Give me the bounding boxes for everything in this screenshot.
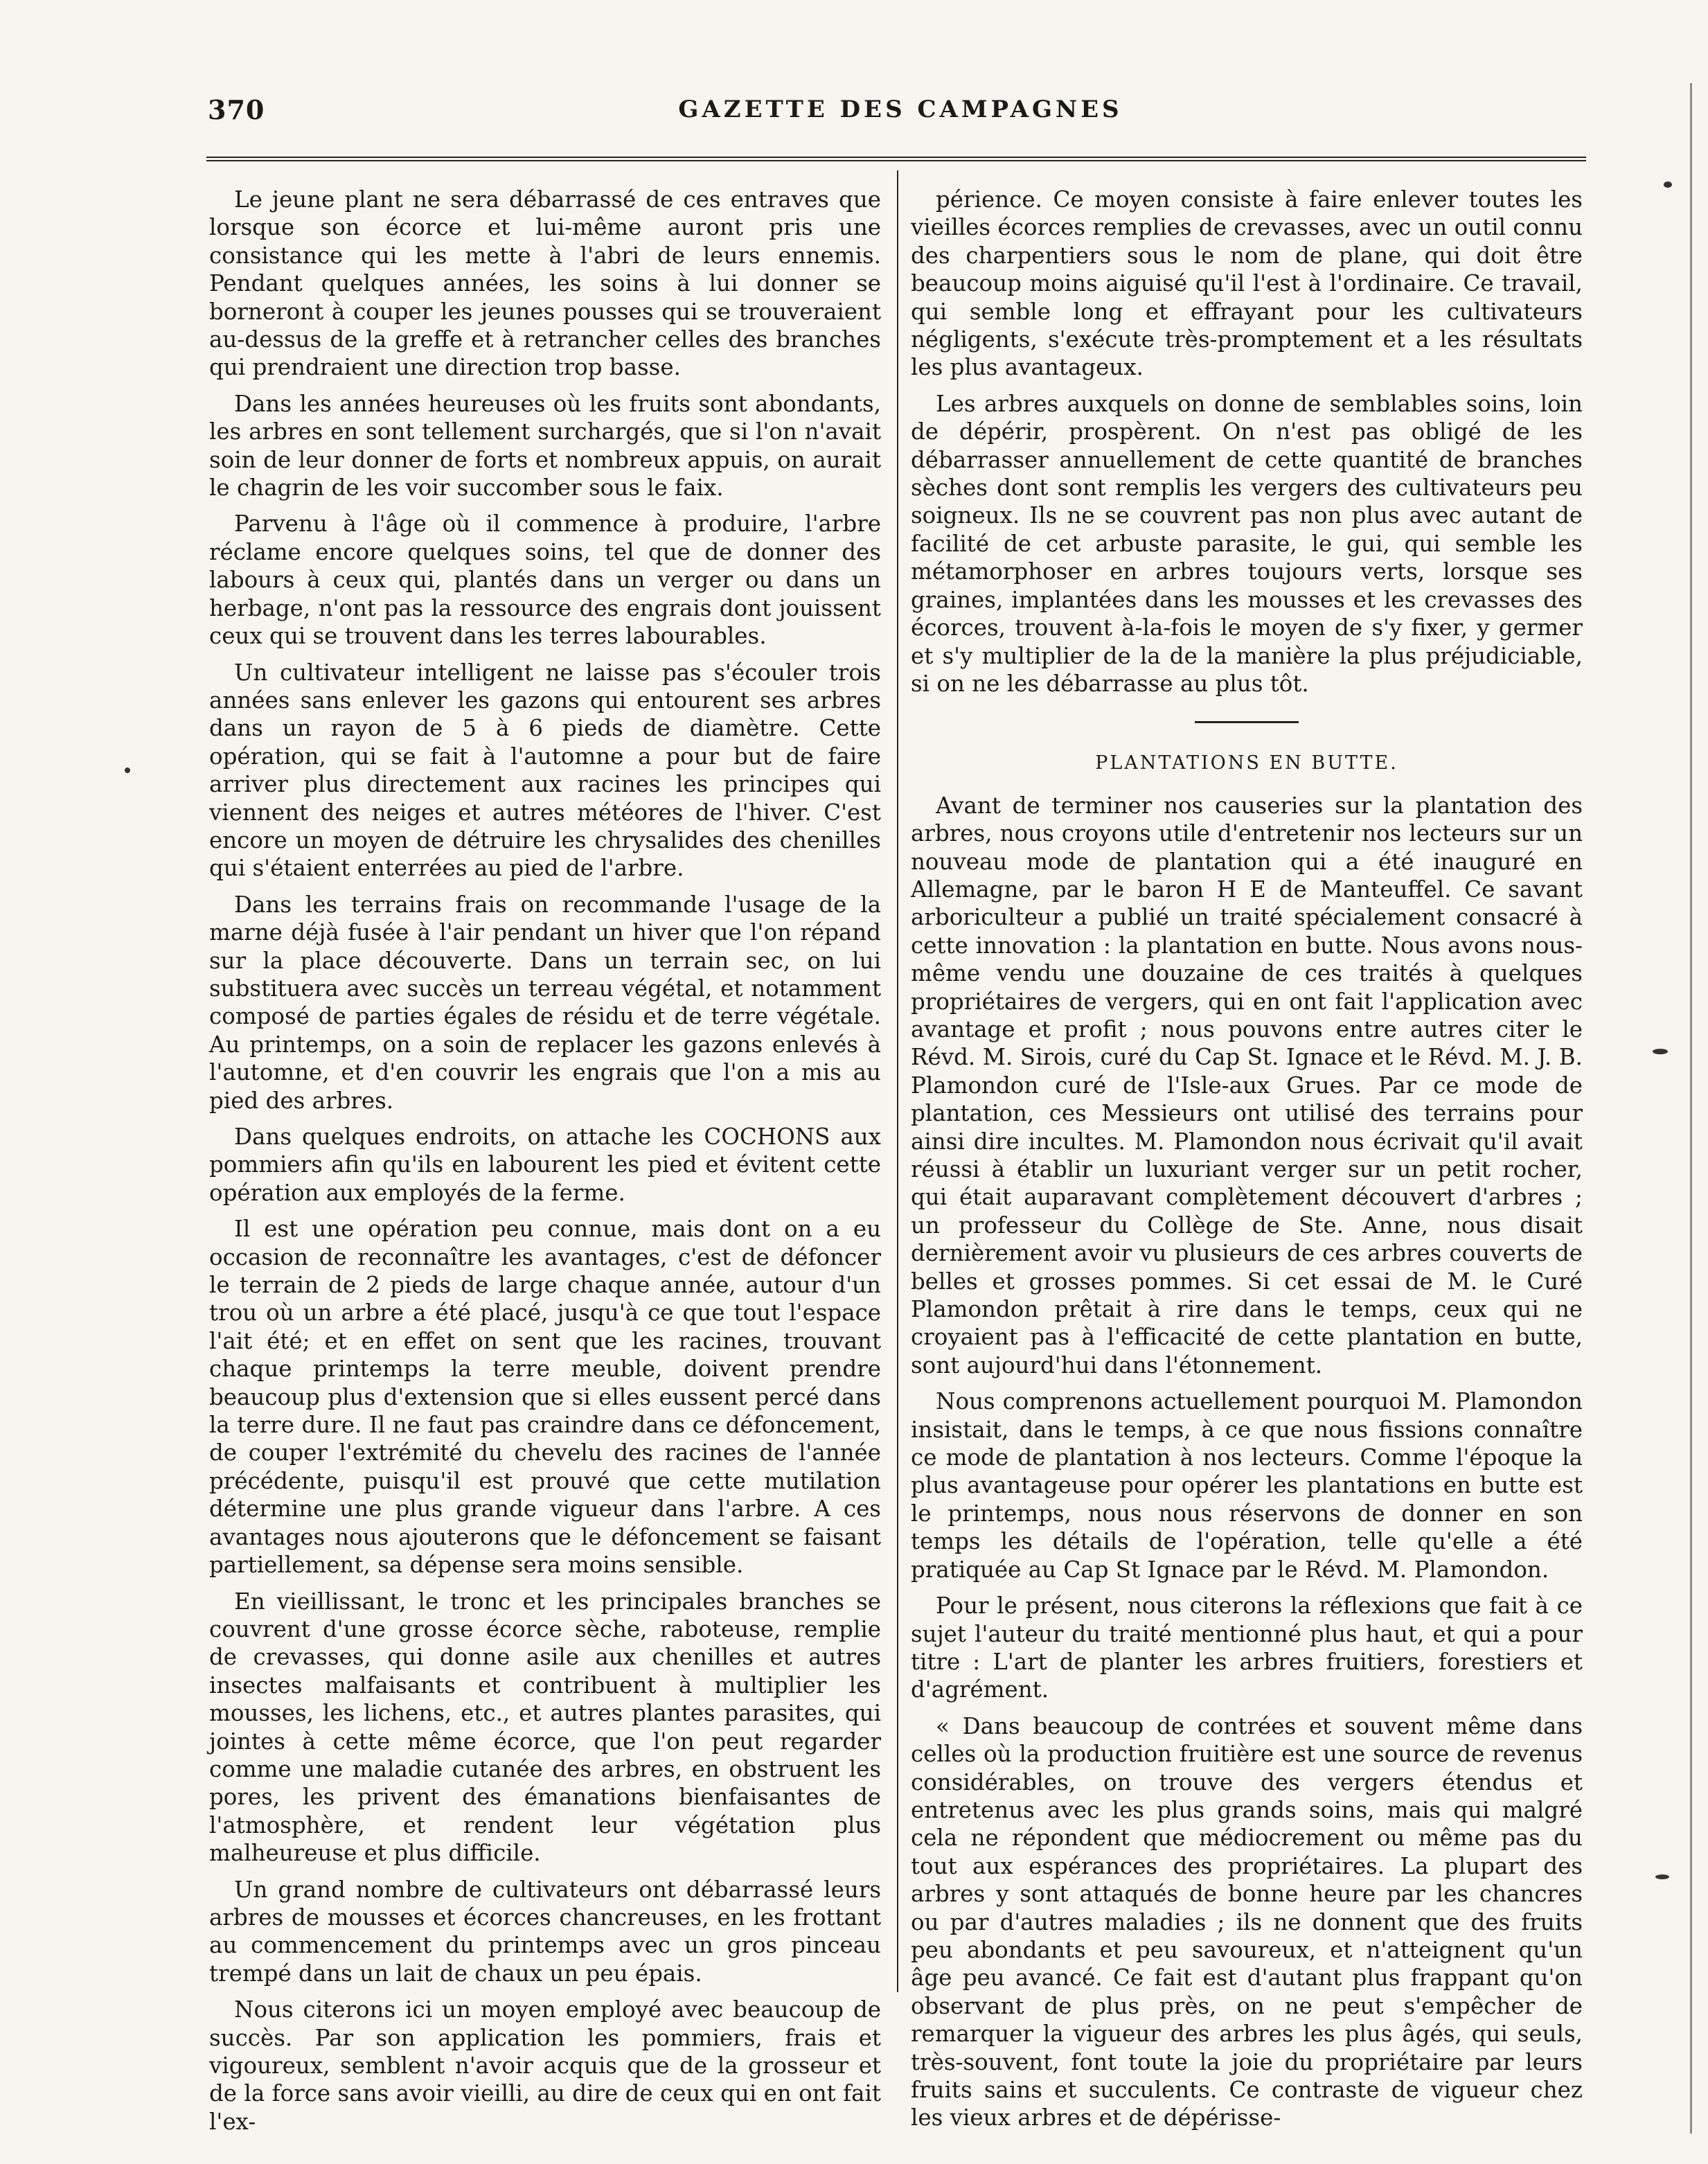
- paragraph: Un cultivateur intelligent ne laisse pas s'écouler trois années sans enlever les gazons qui entourent ses arbres dans un rayon de 5 à 6 pieds de diamètre. Cette opération, qui se fait à l'automne a pour but de faire arriver plus directement aux racines les principes qui viennent des neiges et autres météores de l'hiver. C'est encore un moyen de détruire les chrysalides des chenilles qui s'étaient enterrées au pied de l'arbre.: [209, 659, 881, 882]
- paragraph: périence. Ce moyen consiste à faire enlever toutes les vieilles écorces remplies de crevasses, avec un outil connu des charpentiers sous le nom de plane, qui doit être beaucoup moins aiguisé qu'il l'est à l'ordinaire. Ce travail, qui semble long et effrayant pour les cultivateurs négligents, s'exécute très-promptement et a les résultats les plus avantageux.: [911, 186, 1583, 381]
- paragraph: Dans quelques endroits, on attache les COCHONS aux pommiers afin qu'ils en labourent les pied et évitent cette opération aux employés de la ferme.: [209, 1124, 881, 1206]
- scan-edge-line: [1690, 83, 1692, 2134]
- scan-speck: [125, 768, 130, 773]
- running-head: GAZETTE DES CAMPAGNES: [678, 96, 1123, 123]
- paragraph: Nous citerons ici un moyen employé avec beaucoup de succès. Par son application les pommiers, frais et vigoureux, semblent n'avoir acquis que de la grosseur et de la force sans avoir vieilli, au dire de ceux qui en ont fait l'ex-: [209, 1996, 881, 2135]
- paragraph: Un grand nombre de cultivateurs ont débarrassé leurs arbres de mousses et écorces chancreuses, en les frottant au commencement du printemps avec un gros pinceau trempé dans un lait de chaux un peu épais.: [209, 1876, 881, 1987]
- paragraph: Dans les années heureuses où les fruits sont abondants, les arbres en sont tellement surchargés, que si l'on n'avait soin de leur donner de forts et nombreux appuis, on aurait le chagrin de les voir succomber sous le faix.: [209, 390, 881, 502]
- paragraph: Les arbres auxquels on donne de semblables soins, loin de dépérir, prospèrent. On n'est pas obligé de les débarrasser annuellement de cette quantité de branches sèches dont sont remplis les vergers des cultivateurs peu soigneux. Ils ne se couvrent pas non plus avec autant de facilité de cet arbuste parasite, le gui, qui semble les métamorphoser en arbres toujours verts, lorsque ses graines, implantées dans les mousses et les crevasses des écorces, trouvent à-la-fois le moyen de s'y fixer, y germer et s'y multiplier de la de la manière la plus préjudiciable, si on ne les débarrasse au plus tôt.: [911, 390, 1583, 697]
- paragraph: Parvenu à l'âge où il commence à produire, l'arbre réclame encore quelques soins, tel que de donner des labours à ceux qui, plantés dans un verger ou dans un herbage, n'ont pas la ressource des engrais dont jouissent ceux qui se trouvent dans les terres labourables.: [209, 511, 881, 650]
- section-separator: [1195, 721, 1299, 723]
- scan-speck: [1664, 181, 1672, 188]
- left-column: [209, 186, 881, 2135]
- quote-paragraph: « Dans beaucoup de contrées et souvent même dans celles où la production fruitière est une source de revenus considérables, on trouve des vergers étendus et entretenus avec les plus grands soins, mais qui malgré cela ne répondent que médiocrement ou même pas du tout aux espérances des propriétaires. La plupart des arbres y sont attaqués de bonne heure par les chancres ou par d'autres maladies ; ils ne donnent que des fruits peu abondants et peu savoureux, et n'atteignent qu'un âge peu avancé. Ce fait est d'autant plus frappant qu'on observant de plus près, on ne peut s'empêcher de remarquer la vigueur des arbres les plus âgés, qui seuls, très-souvent, font toute la joie du propriétaire par leurs fruits sains et succulents. Ce contraste de vigueur chez les vieux arbres et de dépérisse-: [911, 1712, 1583, 2131]
- page-header: [208, 94, 1593, 136]
- scan-speck: [1653, 1049, 1668, 1054]
- paragraph: Pour le présent, nous citerons la réflexions que fait à ce sujet l'auteur du traité mentionné plus haut, et qui a pour titre : L'art de planter les arbres fruitiers, forestiers et d'agrément.: [911, 1593, 1583, 1703]
- section-heading: PLANTATIONS EN BUTTE.: [1095, 752, 1398, 774]
- column-divider: [897, 170, 898, 1992]
- right-column: [911, 186, 1583, 2131]
- paragraph: Avant de terminer nos causeries sur la plantation des arbres, nous croyons utile d'entretenir nos lecteurs sur un nouveau mode de plantation qui a été inauguré en Allemagne, par le baron H E de Manteuffel. Ce savant arboriculteur a publié un traité spécialement consacré à cette innovation : la plantation en butte. Nous avons nous-même vendu une douzaine de ces traités à quelques propriétaires de vergers, qui en ont fait l'application avec avantage et profit ; nous pouvons entre autres citer le Révd. M. Sirois, curé du Cap St. Ignace et le Révd. M. J. B. Plamondon curé de l'Isle-aux Grues. Par ce mode de plantation, ces Messieurs ont utilisé des terrains pour ainsi dire incultes. M. Plamondon nous écrivait qu'il avait réussi à établir un luxuriant verger sur un petit rocher, qui était auparavant complètement découvert d'arbres ; un professeur du Collège de Ste. Anne, nous disait dernièrement avoir vu plusieurs de ces arbres couverts de belles et grosses pommes. Si cet essai de M. le Curé Plamondon prêtait à rire dans le temps, ceux qui ne croyaient pas à l'efficacité de cette plantation en butte, sont aujourd'hui dans l'étonnement.: [911, 792, 1583, 1378]
- page-number: 370: [208, 94, 265, 125]
- scan-speck: [1655, 1874, 1669, 1879]
- paragraph: Le jeune plant ne sera débarrassé de ces entraves que lorsque son écorce et lui-même auront pris une consistance qui les mette à l'abri de leurs ennemis. Pendant quelques années, les soins à lui donner se borneront à couper les jeunes pousses qui se trouveraient au-dessus de la greffe et à retrancher celles des branches qui prendraient une direction trop basse.: [209, 186, 881, 381]
- paragraph: Il est une opération peu connue, mais dont on a eu occasion de reconnaître les avantages, c'est de défoncer le terrain de 2 pieds de large chaque année, autour d'un trou où un arbre a été placé, jusqu'à ce que tout l'espace l'ait été; et en effet on sent que les racines, trouvant chaque printemps la terre meuble, doivent prendre beaucoup plus d'extension que si elles eussent percé dans la terre dure. Il ne faut pas craindre dans ce défoncement, de couper l'extrémité du chevelu des racines de l'année précédente, puisqu'il est prouvé que cette mutilation détermine une plus grande vigueur dans l'arbre. A ces avantages nous ajouterons que le défoncement se faisant partiellement, sa dépense sera moins sensible.: [209, 1216, 881, 1579]
- header-double-rule: [206, 157, 1586, 161]
- paragraph: Nous comprenons actuellement pourquoi M. Plamondon insistait, dans le temps, à ce que nous fissions connaître ce mode de plantation à nos lecteurs. Comme l'époque la plus avantageuse pour opérer les plantations en butte est le printemps, nous nous réservons de donner en son temps les détails de l'opération, telle qu'elle a été pratiquée au Cap St Ignace par le Révd. M. Plamondon.: [911, 1388, 1583, 1583]
- paragraph: Dans les terrains frais on recommande l'usage de la marne déjà fusée à l'air pendant un hiver que l'on répand sur la place découverte. Dans un terrain sec, on lui substituera avec succès un terreau végétal, et notamment composé de parties égales de résidu et de terre végétale. Au printemps, on a soin de replacer les gazons enlevés à l'automne, et d'en couvrir les engrais que l'on a mis au pied des arbres.: [209, 891, 881, 1114]
- paragraph: En vieillissant, le tronc et les principales branches se couvrent d'une grosse écorce sèche, raboteuse, remplie de crevasses, qui donne asile aux chenilles et autres insectes malfaisants et contribuent à multiplier les mousses, les lichens, etc., et autres plantes parasites, qui jointes à cette même écorce, que l'on peut regarder comme une maladie cutanée des arbres, en obstruent les pores, les privent des émanations bienfaisantes de l'atmosphère, et rendent leur végétation plus malheureuse et plus difficile.: [209, 1588, 881, 1867]
